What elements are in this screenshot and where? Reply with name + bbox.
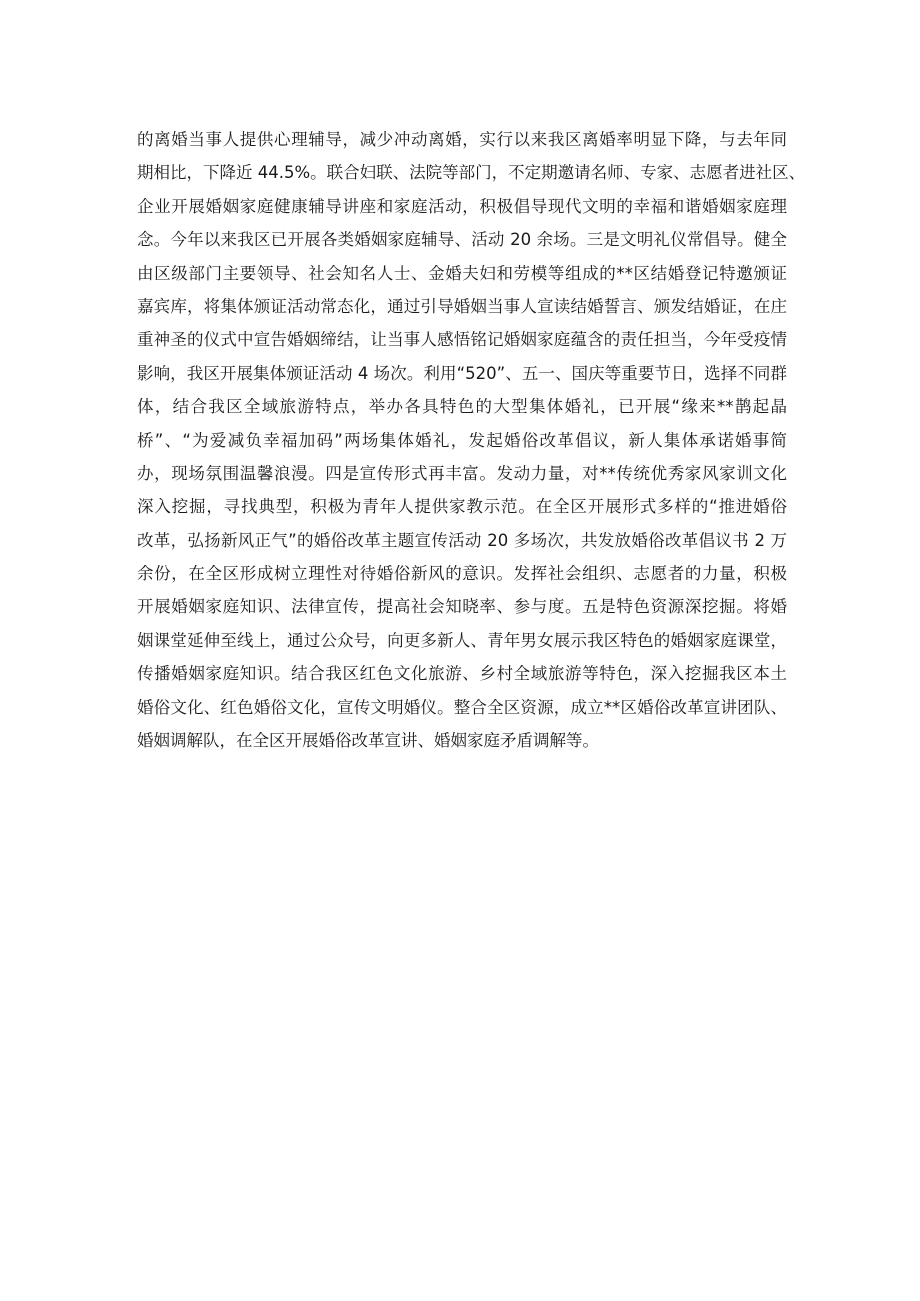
paragraph-line: 传播婚姻家庭知识。结合我区红色文化旅游、乡村全域旅游等特色，深入挖掘我区本土 <box>137 664 787 684</box>
paragraph-line: 嘉宾库，将集体颁证活动常态化，通过引导婚姻当事人宣读结婚誓言、颁发结婚证，在庄 <box>137 296 787 316</box>
paragraph-line: 余份，在全区形成树立理性对待婚俗新风的意识。发挥社会组织、志愿者的力量，积极 <box>137 564 787 584</box>
paragraph-line: 的离婚当事人提供心理辅导，减少冲动离婚，实行以来我区离婚率明显下降，与去年同 <box>137 130 787 149</box>
paragraph-line: 重神圣的仪式中宣告婚姻缔结，让当事人感悟铭记婚姻家庭蕴含的责任担当，今年受疫情 <box>137 330 787 350</box>
paragraph-line: 婚俗文化、红色婚俗文化，宣传文明婚仪。整合全区资源，成立**区婚俗改革宣讲团队、 <box>137 697 787 717</box>
paragraph-line: 姻课堂延伸至线上，通过公众号，向更多新人、青年男女展示我区特色的婚姻家庭课堂， <box>137 630 787 650</box>
paragraph-line: 婚姻调解队，在全区开展婚俗改革宣讲、婚姻家庭矛盾调解等。 <box>137 731 599 751</box>
paragraph-line: 念。今年以来我区已开展各类婚姻家庭辅导、活动 20 余场。三是文明礼仪常倡导。健全 <box>137 230 787 250</box>
paragraph-line: 企业开展婚姻家庭健康辅导讲座和家庭活动，积极倡导现代文明的幸福和谐婚姻家庭理 <box>137 196 787 216</box>
paragraph-line: 桥”、“为爱减负幸福加码”两场集体婚礼，发起婚俗改革倡议，新人集体承诺婚事简 <box>137 430 787 450</box>
body-paragraph <box>137 123 806 757</box>
paragraph-line: 开展婚姻家庭知识、法律宣传，提高社会知晓率、参与度。五是特色资源深挖掘。将婚 <box>137 597 787 617</box>
paragraph-line: 由区级部门主要领导、社会知名人士、金婚夫妇和劳模等组成的**区结婚登记特邀颁证 <box>137 263 787 283</box>
paragraph-line: 体，结合我区全域旅游特点，举办各具特色的大型集体婚礼，已开展“缘来**鹊起晶 <box>137 397 787 417</box>
paragraph-line: 改革，弘扬新风正气”的婚俗改革主题宣传活动 20 多场次，共发放婚俗改革倡议书 2 万 <box>137 530 787 550</box>
paragraph-line: 深入挖掘，寻找典型，积极为青年人提供家教示范。在全区开展形式多样的“推进婚俗 <box>137 497 787 517</box>
paragraph-line: 影响，我区开展集体颁证活动 4 场次。利用“520”、五一、国庆等重要节日，选择不同群 <box>137 363 787 383</box>
paragraph-line: 办，现场氛围温馨浪漫。四是宣传形式再丰富。发动力量，对**传统优秀家风家训文化 <box>137 463 787 483</box>
paragraph-line: 期相比，下降近 44.5%。联合妇联、法院等部门，不定期邀请名师、专家、志愿者进社区、 <box>137 163 806 183</box>
